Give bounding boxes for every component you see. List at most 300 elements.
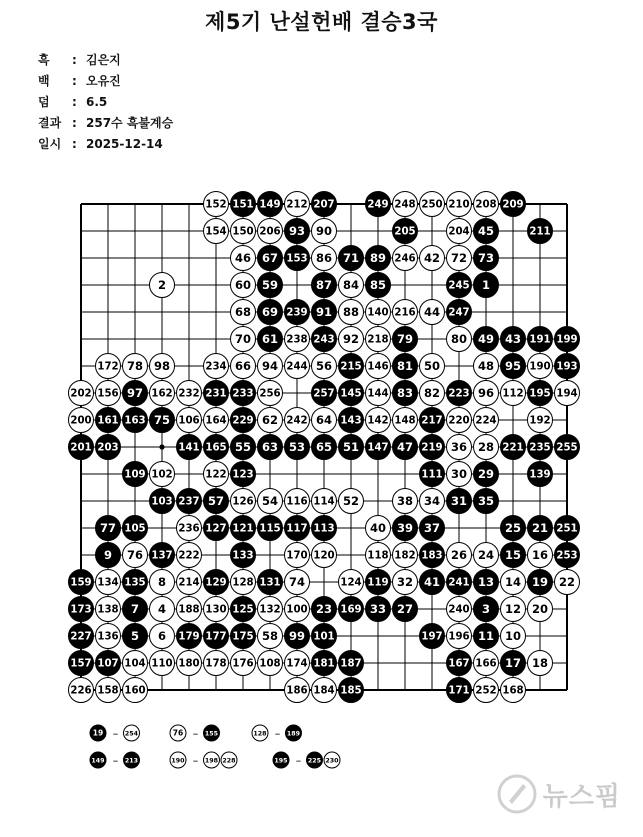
black-stone <box>420 624 445 649</box>
black-stone <box>528 435 553 460</box>
move-number: 206 <box>259 226 281 238</box>
move-number: 108 <box>259 658 281 670</box>
move-number: 84 <box>342 278 360 293</box>
white-stone <box>501 570 526 595</box>
white-stone <box>420 489 445 514</box>
move-number: 146 <box>367 361 389 373</box>
black-stone <box>366 192 391 217</box>
black-stone <box>312 516 337 541</box>
black-stone <box>393 327 418 352</box>
move-number: 230 <box>325 757 339 765</box>
move-number: 102 <box>151 469 173 481</box>
black-stone <box>474 462 499 487</box>
white-stone <box>231 354 256 379</box>
white-stone <box>204 462 229 487</box>
info-value: 오유진 <box>86 74 121 88</box>
black-stone <box>124 752 140 768</box>
move-number: 235 <box>529 442 551 454</box>
black-stone <box>204 489 229 514</box>
black-stone <box>123 381 148 406</box>
black-stone <box>339 354 364 379</box>
white-stone <box>96 597 121 622</box>
move-number: 14 <box>504 575 522 590</box>
black-stone <box>339 381 364 406</box>
white-stone <box>69 408 94 433</box>
black-stone <box>258 246 283 271</box>
move-number: 208 <box>475 199 497 211</box>
move-number: 115 <box>259 523 281 535</box>
watermark <box>497 774 621 814</box>
info-white: 백 : 오유진 <box>38 74 121 88</box>
black-stone <box>285 246 310 271</box>
move-number: 129 <box>205 577 227 589</box>
black-stone <box>312 597 337 622</box>
black-stone <box>474 219 499 244</box>
black-stone <box>312 624 337 649</box>
move-number: 144 <box>367 388 389 400</box>
white-stone <box>393 408 418 433</box>
black-stone <box>123 570 148 595</box>
info-label: 일시 <box>38 137 62 151</box>
move-number: 61 <box>261 332 279 347</box>
move-number: 168 <box>502 685 524 697</box>
black-stone <box>528 381 553 406</box>
move-number: 109 <box>124 469 146 481</box>
move-number: 57 <box>207 494 225 509</box>
black-stone <box>474 489 499 514</box>
white-stone <box>221 752 237 768</box>
move-number: 203 <box>97 442 119 454</box>
black-stone <box>204 435 229 460</box>
move-number: 224 <box>475 415 497 427</box>
white-stone <box>447 219 472 244</box>
info-value: 6.5 <box>86 95 108 109</box>
white-stone <box>312 678 337 703</box>
white-stone <box>555 570 580 595</box>
black-stone <box>501 192 526 217</box>
move-number: 248 <box>394 199 416 211</box>
black-stone <box>312 435 337 460</box>
black-stone <box>285 435 310 460</box>
move-number: 19 <box>92 728 104 738</box>
info-label: 백 <box>38 74 50 88</box>
move-number: 210 <box>448 199 470 211</box>
move-number: 128 <box>232 577 254 589</box>
move-number: 166 <box>475 658 497 670</box>
white-stone <box>474 381 499 406</box>
black-stone <box>447 300 472 325</box>
move-note <box>252 725 302 741</box>
move-number: 73 <box>477 251 495 266</box>
black-stone <box>393 381 418 406</box>
move-number: 34 <box>423 494 441 509</box>
black-stone <box>555 543 580 568</box>
move-number: 180 <box>178 658 200 670</box>
black-stone <box>366 570 391 595</box>
white-stone <box>123 678 148 703</box>
move-number: 1 <box>481 278 491 293</box>
move-number: 223 <box>448 388 470 400</box>
move-number: 139 <box>529 469 551 481</box>
move-number: 211 <box>529 226 551 238</box>
move-number: 176 <box>232 658 254 670</box>
black-stone <box>366 435 391 460</box>
white-stone <box>177 381 202 406</box>
move-number: 46 <box>234 251 252 266</box>
white-stone <box>528 408 553 433</box>
white-stone <box>366 354 391 379</box>
black-stone <box>420 570 445 595</box>
black-stone <box>123 597 148 622</box>
move-number: 67 <box>261 251 279 266</box>
move-number: 118 <box>367 550 389 562</box>
move-number: 36 <box>450 440 468 455</box>
white-stone <box>285 327 310 352</box>
note-separator: – <box>112 727 119 740</box>
move-number: 22 <box>558 575 576 590</box>
black-stone <box>474 273 499 298</box>
white-stone <box>124 725 140 741</box>
move-number: 29 <box>477 467 495 482</box>
move-number: 215 <box>340 361 362 373</box>
move-number: 75 <box>153 413 171 428</box>
black-stone <box>366 597 391 622</box>
white-stone <box>312 543 337 568</box>
white-stone <box>177 651 202 676</box>
black-stone <box>312 651 337 676</box>
move-number: 32 <box>396 575 414 590</box>
move-number: 244 <box>286 361 308 373</box>
move-number: 137 <box>151 550 173 562</box>
black-stone <box>286 725 302 741</box>
move-number: 212 <box>286 199 308 211</box>
white-stone <box>420 246 445 271</box>
move-number: 247 <box>448 307 470 319</box>
move-number: 83 <box>396 386 414 401</box>
move-number: 178 <box>205 658 227 670</box>
move-number: 193 <box>556 361 578 373</box>
black-stone <box>393 597 418 622</box>
move-number: 134 <box>97 577 119 589</box>
move-number: 205 <box>394 226 416 238</box>
black-stone <box>258 516 283 541</box>
white-stone <box>231 489 256 514</box>
black-stone <box>231 408 256 433</box>
black-stone <box>501 435 526 460</box>
move-number: 48 <box>477 359 495 374</box>
move-number: 198 <box>204 757 219 765</box>
move-number: 237 <box>178 496 200 508</box>
black-stone <box>69 435 94 460</box>
white-stone <box>258 651 283 676</box>
white-stone <box>96 354 121 379</box>
move-number: 200 <box>70 415 92 427</box>
move-number: 195 <box>529 388 551 400</box>
move-number: 49 <box>477 332 495 347</box>
move-number: 65 <box>315 440 333 455</box>
move-number: 240 <box>448 604 470 616</box>
white-stone <box>258 597 283 622</box>
move-number: 150 <box>232 226 254 238</box>
move-number: 9 <box>103 548 113 563</box>
newspim-logo-icon <box>497 774 537 814</box>
move-number: 143 <box>340 415 362 427</box>
white-stone <box>170 725 186 741</box>
move-number: 79 <box>396 332 414 347</box>
move-number: 153 <box>286 253 308 265</box>
black-stone <box>393 516 418 541</box>
black-stone <box>231 624 256 649</box>
black-stone <box>285 219 310 244</box>
move-number: 128 <box>253 730 267 738</box>
black-stone <box>393 435 418 460</box>
black-stone <box>339 678 364 703</box>
move-number: 105 <box>124 523 146 535</box>
black-stone <box>258 273 283 298</box>
note-separator: – <box>192 754 199 767</box>
move-number: 214 <box>178 577 200 589</box>
white-stone <box>69 678 94 703</box>
move-note <box>90 752 140 768</box>
info-value: 김은지 <box>86 53 121 67</box>
move-number: 76 <box>172 728 184 738</box>
white-stone <box>420 381 445 406</box>
black-stone <box>528 327 553 352</box>
move-number: 99 <box>288 629 306 644</box>
move-number: 130 <box>205 604 227 616</box>
info-label: 덤 <box>38 95 50 109</box>
white-stone <box>501 381 526 406</box>
note-separator: – <box>295 754 302 767</box>
move-number: 192 <box>529 415 551 427</box>
move-number: 160 <box>124 685 146 697</box>
white-stone <box>123 354 148 379</box>
move-number: 163 <box>124 415 146 427</box>
white-stone <box>447 408 472 433</box>
white-stone <box>339 273 364 298</box>
move-number: 8 <box>157 575 167 590</box>
move-number: 202 <box>70 388 92 400</box>
black-stone <box>339 597 364 622</box>
move-number: 221 <box>502 442 524 454</box>
black-stone <box>69 570 94 595</box>
black-stone <box>231 462 256 487</box>
black-stone <box>90 725 106 741</box>
info-value: 2025-12-14 <box>86 137 163 151</box>
move-number: 190 <box>529 361 551 373</box>
move-number: 241 <box>448 577 470 589</box>
white-stone <box>366 543 391 568</box>
black-stone <box>528 462 553 487</box>
move-number: 51 <box>342 440 360 455</box>
move-number: 209 <box>502 199 524 211</box>
move-number: 226 <box>70 685 92 697</box>
white-stone <box>285 354 310 379</box>
black-stone <box>528 570 553 595</box>
move-number: 69 <box>261 305 279 320</box>
move-number: 43 <box>504 332 522 347</box>
move-number: 199 <box>556 334 578 346</box>
white-stone <box>555 381 580 406</box>
move-number: 103 <box>151 496 173 508</box>
move-number: 145 <box>340 388 362 400</box>
move-number: 63 <box>261 440 279 455</box>
move-number: 113 <box>313 523 335 535</box>
white-stone <box>258 489 283 514</box>
move-number: 44 <box>423 305 441 320</box>
move-number: 15 <box>504 548 522 563</box>
white-stone <box>474 543 499 568</box>
white-stone <box>204 354 229 379</box>
move-number: 184 <box>313 685 335 697</box>
white-stone <box>393 192 418 217</box>
move-number: 53 <box>288 440 306 455</box>
move-number: 132 <box>259 604 281 616</box>
white-stone <box>258 624 283 649</box>
move-number: 133 <box>232 550 254 562</box>
white-stone <box>474 408 499 433</box>
move-number: 149 <box>91 757 105 765</box>
black-stone <box>447 273 472 298</box>
black-stone <box>447 381 472 406</box>
black-stone <box>204 725 220 741</box>
move-number: 107 <box>97 658 119 670</box>
move-number: 182 <box>394 550 416 562</box>
black-stone <box>339 246 364 271</box>
move-number: 31 <box>450 494 468 509</box>
move-number: 249 <box>367 199 389 211</box>
move-number: 222 <box>178 550 200 562</box>
black-stone <box>307 752 323 768</box>
move-number: 257 <box>313 388 335 400</box>
black-stone <box>258 300 283 325</box>
move-number: 97 <box>126 386 144 401</box>
black-stone <box>555 435 580 460</box>
move-number: 54 <box>261 494 279 509</box>
page-title: 제5기 난설헌배 결승3국 <box>205 10 438 34</box>
move-number: 119 <box>367 577 389 589</box>
move-number: 62 <box>261 413 279 428</box>
move-number: 19 <box>531 575 549 590</box>
move-number: 238 <box>286 334 308 346</box>
note-separator: – <box>274 727 281 740</box>
move-number: 197 <box>421 631 443 643</box>
black-stone <box>123 516 148 541</box>
move-notes <box>90 725 340 768</box>
move-number: 228 <box>222 757 236 765</box>
black-stone <box>447 489 472 514</box>
black-stone <box>204 570 229 595</box>
black-stone <box>231 516 256 541</box>
move-number: 37 <box>423 521 441 536</box>
move-number: 94 <box>261 359 279 374</box>
white-stone <box>285 651 310 676</box>
move-number: 16 <box>531 548 549 563</box>
move-number: 110 <box>151 658 173 670</box>
white-stone <box>474 678 499 703</box>
white-stone <box>177 543 202 568</box>
move-number: 11 <box>477 629 495 644</box>
move-number: 216 <box>394 307 416 319</box>
white-stone <box>393 570 418 595</box>
move-number: 60 <box>234 278 252 293</box>
black-stone <box>96 543 121 568</box>
black-stone <box>447 570 472 595</box>
white-stone <box>447 624 472 649</box>
white-stone <box>258 219 283 244</box>
black-stone <box>69 597 94 622</box>
white-stone <box>69 381 94 406</box>
white-stone <box>312 489 337 514</box>
move-number: 87 <box>315 278 333 293</box>
white-stone <box>474 435 499 460</box>
move-number: 33 <box>369 602 387 617</box>
move-number: 27 <box>396 602 414 617</box>
move-number: 5 <box>130 629 140 644</box>
black-stone <box>447 678 472 703</box>
white-stone <box>177 570 202 595</box>
black-stone <box>204 516 229 541</box>
move-number: 2 <box>157 278 167 293</box>
white-stone <box>231 219 256 244</box>
white-stone <box>366 516 391 541</box>
info-value: 257수 흑불계승 <box>86 116 174 130</box>
black-stone <box>285 516 310 541</box>
move-number: 254 <box>124 730 139 738</box>
white-stone <box>150 624 175 649</box>
move-number: 26 <box>450 548 468 563</box>
white-stone <box>312 408 337 433</box>
white-stone <box>231 651 256 676</box>
move-number: 250 <box>421 199 443 211</box>
move-number: 253 <box>556 550 578 562</box>
move-number: 78 <box>126 359 144 374</box>
move-number: 170 <box>286 550 308 562</box>
move-number: 6 <box>157 629 167 644</box>
move-number: 39 <box>396 521 414 536</box>
move-number: 35 <box>477 494 495 509</box>
info-black: 흑 : 김은지 <box>38 53 121 67</box>
move-number: 229 <box>232 415 254 427</box>
black-stone <box>69 624 94 649</box>
move-number: 90 <box>315 224 333 239</box>
white-stone <box>447 462 472 487</box>
move-number: 188 <box>178 604 200 616</box>
move-number: 3 <box>481 602 491 617</box>
move-number: 40 <box>369 521 387 536</box>
white-stone <box>204 219 229 244</box>
move-number: 56 <box>315 359 333 374</box>
move-number: 106 <box>178 415 200 427</box>
white-stone <box>285 543 310 568</box>
move-number: 142 <box>367 415 389 427</box>
move-number: 91 <box>315 305 333 320</box>
white-stone <box>96 678 121 703</box>
white-stone <box>339 489 364 514</box>
black-stone <box>69 651 94 676</box>
move-number: 236 <box>178 523 200 535</box>
move-number: 21 <box>531 521 549 536</box>
black-stone <box>474 246 499 271</box>
white-stone <box>258 354 283 379</box>
black-stone <box>258 570 283 595</box>
black-stone <box>285 624 310 649</box>
move-number: 25 <box>504 521 522 536</box>
move-number: 121 <box>232 523 254 535</box>
white-stone <box>339 570 364 595</box>
move-number: 10 <box>504 629 522 644</box>
move-number: 24 <box>477 548 495 563</box>
